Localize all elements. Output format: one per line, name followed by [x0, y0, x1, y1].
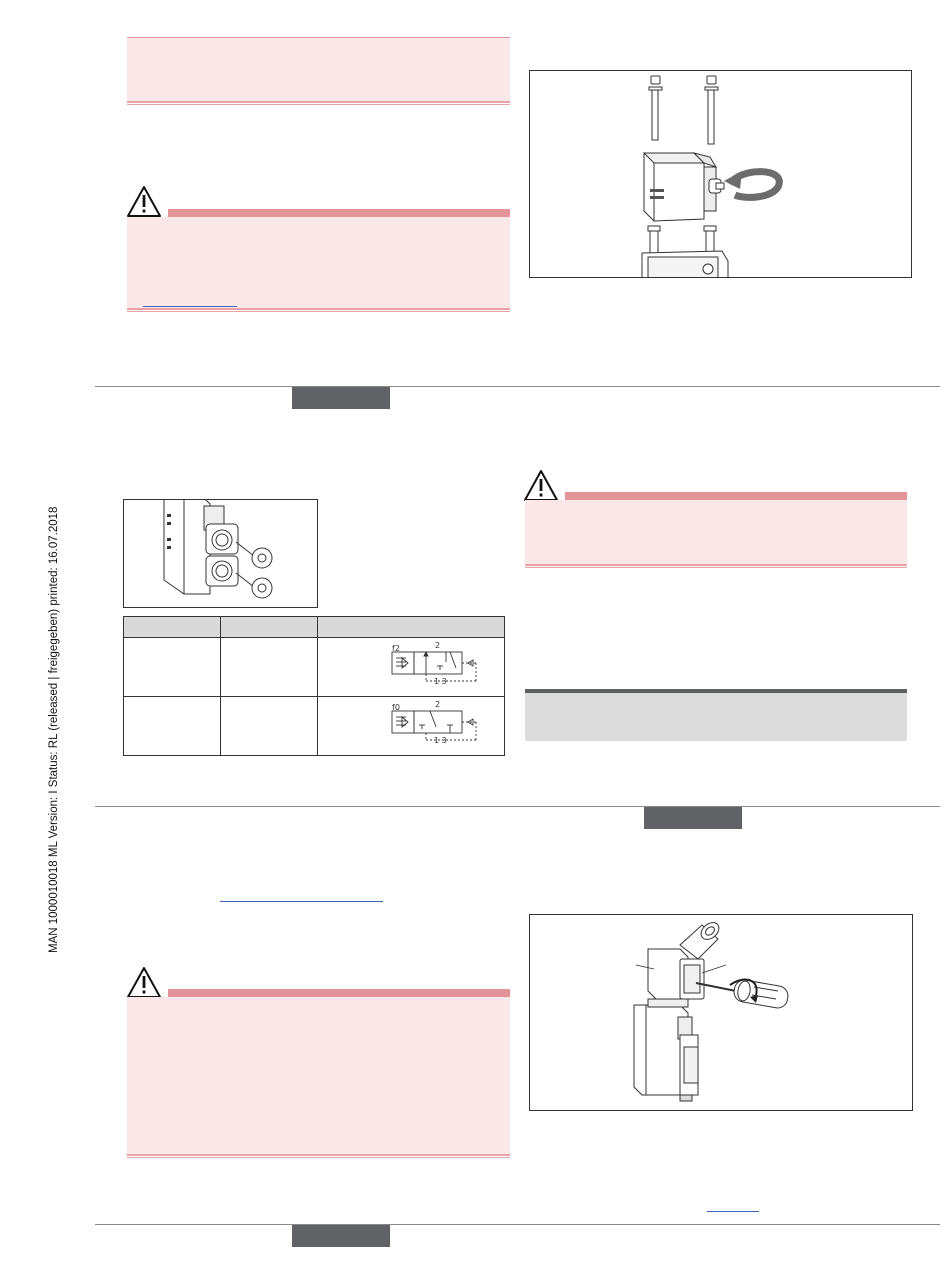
warning-box-header-bar — [168, 989, 510, 997]
table-cell-symbol — [318, 697, 505, 756]
warning-triangle-icon — [523, 469, 559, 502]
valve-symbol-icon — [318, 638, 504, 691]
svg-text:2: 2 — [435, 641, 441, 650]
table-row — [124, 697, 505, 756]
warning-box-1 — [127, 38, 510, 101]
warning-triangle-icon — [126, 185, 162, 218]
section-divider — [95, 806, 940, 807]
svg-text:f2: f2 — [392, 644, 400, 653]
table-cell — [221, 697, 318, 756]
section-tab — [292, 387, 390, 409]
table-cell — [124, 697, 221, 756]
svg-text:1 3: 1 3 — [434, 677, 447, 686]
section-divider — [95, 1224, 940, 1225]
section-divider — [95, 386, 940, 387]
side-footer-text: MAN 1000010018 ML Version: I Status: RL (released | freigegeben) printed: 16.07.2018 — [48, 506, 60, 953]
svg-text:2: 2 — [435, 700, 441, 709]
table-header-cell — [318, 617, 505, 638]
warning-box-bottom-rule — [127, 1157, 510, 1158]
table-row — [124, 638, 505, 697]
warning-box-bottom-rule — [127, 308, 510, 310]
warning-box-bottom-rule — [525, 567, 907, 568]
table-header-row — [124, 617, 505, 638]
section-tab — [292, 1225, 390, 1247]
valve-symbol-table — [123, 616, 505, 756]
warning-box-header-bar — [565, 492, 907, 500]
hyperlink-underline[interactable] — [220, 901, 383, 902]
warning-box-bottom-rule — [127, 104, 510, 105]
warning-box-2 — [127, 217, 510, 308]
note-box — [525, 693, 907, 741]
table-cell — [221, 638, 318, 697]
table-cell-symbol — [318, 638, 505, 697]
warning-box-4 — [127, 997, 510, 1154]
section-tab — [644, 807, 742, 829]
table-header-cell — [124, 617, 221, 638]
screw-icon — [649, 76, 718, 144]
warning-triangle-icon — [126, 966, 162, 999]
warning-box-header-bar — [168, 209, 510, 217]
table-cell — [124, 638, 221, 697]
warning-box-bottom-rule — [127, 101, 510, 103]
warning-box-3 — [525, 500, 907, 564]
valve-symbol-icon — [318, 697, 504, 750]
table-header-cell — [221, 617, 318, 638]
warning-box-bottom-rule — [525, 564, 907, 566]
hyperlink-underline[interactable] — [707, 1211, 759, 1212]
warning-box-bottom-rule — [127, 311, 510, 312]
warning-box-bottom-rule — [127, 1154, 510, 1156]
svg-text:1 3: 1 3 — [434, 736, 447, 745]
figure-port-plugs — [123, 499, 318, 608]
hyperlink-underline[interactable] — [143, 306, 237, 307]
figure-coil-rotation — [529, 70, 912, 278]
svg-text:f0: f0 — [392, 703, 400, 712]
figure-screwdriver-adjust — [529, 914, 913, 1111]
